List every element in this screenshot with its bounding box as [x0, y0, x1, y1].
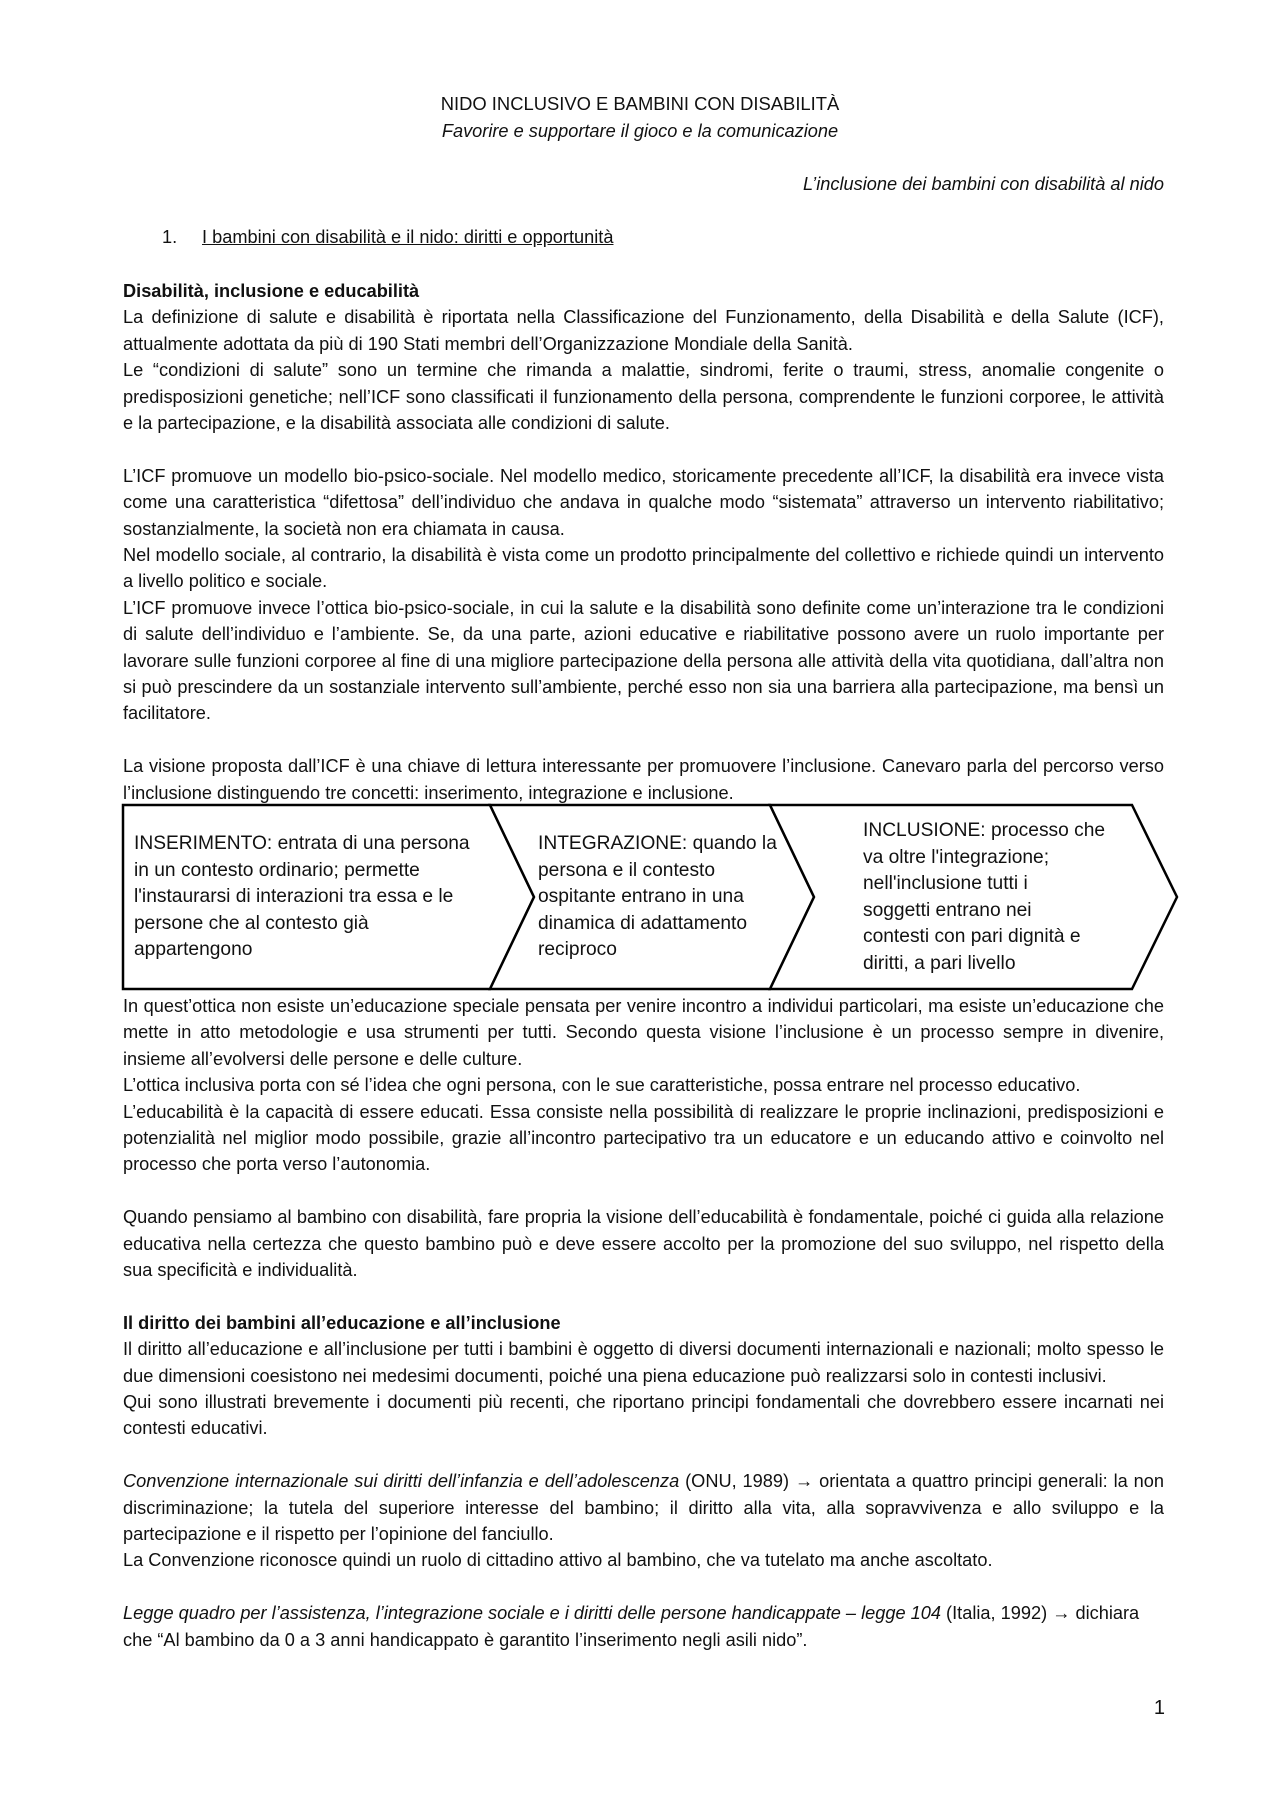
paragraph: Qui sono illustrati brevemente i documenti più recenti, che riportano principi fondamentali che dovrebbero essere incarnati nei contesti educativi. [123, 1392, 1164, 1439]
document-title: NIDO INCLUSIVO E BAMBINI CON DISABILITÀ [440, 93, 840, 114]
document-subtitle: Favorire e supportare il gioco e la comunicazione [441, 121, 839, 141]
section-heading [162, 227, 613, 248]
section-title: I bambini con disabilità e il nido: diritti e opportunità [202, 227, 614, 247]
convenzione-paragraph: Convenzione internazionale sui diritti dell’infanzia e dell’adolescenza (ONU, 1989) → orientata a quattro principi generali: la non discriminazione; la tutela del superiore interesse del bambino; il diritto alla vita, alla sopravvivenza e allo sviluppo e la partecipazione e il rispetto per l’opinione del fanciullo. [123, 1471, 1164, 1545]
paragraph: Nel modello sociale, al contrario, la disabilità è vista come un prodotto principalmente del collettivo e richiede quindi un intervento a livello politico e sociale. [123, 545, 1164, 592]
paragraph: La visione proposta dall’ICF è una chiave di lettura interessante per promuovere l’inclusione. Canevaro parla del percorso verso l’inclusione distinguendo tre concetti: inserimento, integrazione e inclusione. [123, 756, 1164, 803]
arrow-icon: → [795, 1471, 814, 1492]
text-block-1 [123, 278, 1164, 806]
paragraph: Le “condizioni di salute” sono un termine che rimanda a malattie, sindromi, ferite o traumi, stress, anomalie congenite o predisposizioni genetiche; nell’ICF sono classificati il funzionamento della persona, comprendente le funzioni corporee, le attività e la partecipazione, e la disabilità associata alle condizioni di salute. [123, 360, 1164, 434]
paragraph: Quando pensiamo al bambino con disabilità, fare propria la visione dell’educabilità è fondamentale, poiché ci guida alla relazione educativa nella certezza che questo bambino può e deve essere accolto per la promozione del suo sviluppo, nel rispetto della sua specificità e individualità. [123, 1207, 1164, 1281]
inclusione-text: INCLUSIONE: processo che va oltre l'integrazione; nell'inclusione tutti i soggetti entrano nei contesti con pari dignità e diritti, a pari livello [863, 820, 1106, 974]
section-number: 1. [162, 227, 178, 247]
arrow-icon: → [1052, 1603, 1071, 1624]
subheading-diritto: Il diritto dei bambini all’educazione e all’inclusione [123, 1312, 561, 1333]
legge-104-paragraph: Legge quadro per l’assistenza, l’integrazione sociale e i diritti delle persone handicappate – legge 104 (Italia, 1992) → dichiara che “Al bambino da 0 a 3 anni handicappato è garantito l’inserimento negli asili nido”. [123, 1603, 1140, 1650]
paragraph: L’ICF promuove invece l’ottica bio-psico-sociale, in cui la salute e la disabilità sono definite come un’interazione tra le condizioni di salute dell’individuo e l’ambiente. Se, da una parte, azioni educative e riabilitative possono avere un ruolo importante per lavorare sulle funzioni corporee al fine di una migliore partecipazione della persona alle attività della vita quotidiana, dall’altra non si può prescindere da un sostanziale intervento sull’ambiente, perché esso non sia una barriera alla partecipazione, ma bensì un facilitatore. [123, 597, 1164, 724]
paragraph: L’ottica inclusiva porta con sé l’idea che ogni persona, con le sue caratteristiche, possa entrare nel processo educativo. [123, 1075, 1081, 1096]
paragraph: L’ICF promuove un modello bio-psico-sociale. Nel modello medico, storicamente precedente all’ICF, la disabilità era invece vista come una caratteristica “difettosa” dell’individuo che andava in qualche modo “sistemata” attraverso un intervento riabilitativo; sostanzialmente, la società non era chiamata in causa. [123, 465, 1164, 539]
paragraph: La definizione di salute e disabilità è riportata nella Classificazione del Funzionamento, della Disabilità e della Salute (ICF), attualmente adottata da più di 190 Stati membri dell’Organizzazione Mondiale della Sanità. [123, 307, 1164, 354]
integrazione-text: INTEGRAZIONE: quando la persona e il contesto ospitante entrano in una dinamica di adattamento reciproco [538, 833, 777, 961]
subheading-disabilita: Disabilità, inclusione e educabilità [123, 281, 420, 301]
paragraph: In quest’ottica non esiste un’educazione speciale pensata per venire incontro a individui particolari, ma esiste un’educazione che mette in atto metodologie e usa strumenti per tutti. Secondo questa visione l’inclusione è un processo sempre in divenire, insieme all’evolversi delle persone e delle culture. [123, 996, 1164, 1069]
page-number: 1 [1153, 1697, 1165, 1719]
text-block-2 [123, 993, 1164, 1653]
paragraph: L’educabilità è la capacità di essere educati. Essa consiste nella possibilità di realizzare le proprie inclinazioni, predisposizioni e potenzialità nel miglior modo possibile, grazie all’incontro partecipativo tra un educatore e un educando attivo e coinvolto nel processo che porta verso l’autonomia. [123, 1101, 1164, 1175]
paragraph: La Convenzione riconosce quindi un ruolo di cittadino attivo al bambino, che va tutelato ma anche ascoltato. [123, 1550, 993, 1571]
inserimento-text: INSERIMENTO: entrata di una persona in un contesto ordinario; permette l'instaurarsi di interazioni tra essa e le persone che al contesto già appartengono [134, 833, 470, 961]
paragraph: Il diritto all’educazione e all’inclusione per tutti i bambini è oggetto di diversi documenti internazionali e nazionali; molto spesso le due dimensioni coesistono nei medesimi documenti, poiché una piena educazione può realizzarsi solo in contesti inclusivi. [123, 1339, 1164, 1386]
section-note: L’inclusione dei bambini con disabilità al nido [803, 174, 1164, 194]
